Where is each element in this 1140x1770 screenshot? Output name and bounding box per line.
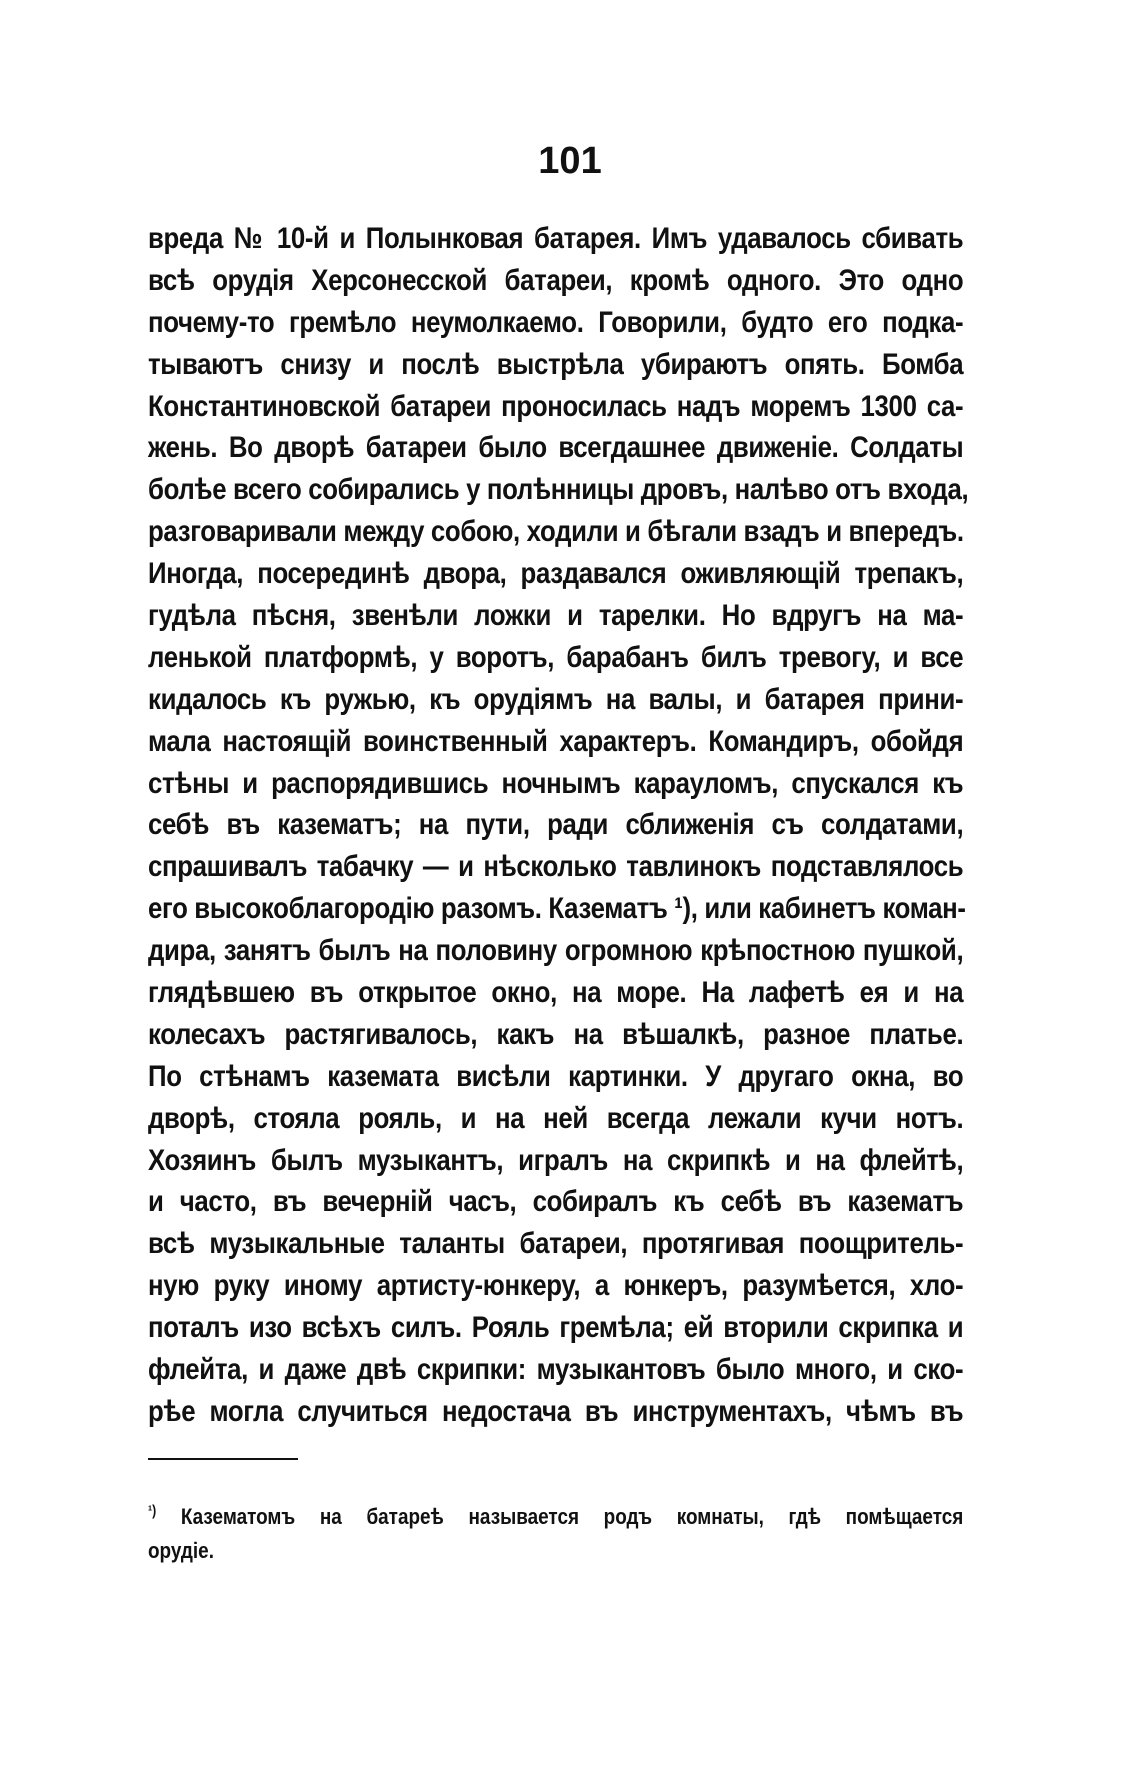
text-line: и часто, въ вечерній часъ, собиралъ къ себѣ въ казематъ [148,1185,964,1219]
text-line: Иногда, посерединѣ двора, раздавался оживляющій трепакъ, [148,557,964,591]
text-line: Хозяинъ былъ музыкантъ, игралъ на скрипкѣ и на флейтѣ, [148,1143,964,1177]
text-line: глядѣвшею въ открытое окно, на море. На лафетѣ ея и на [148,976,964,1010]
text-line: дира, занятъ былъ на половину огромною крѣпостною пушкой, [148,934,964,968]
text-line: мала настоящій воинственный характеръ. Командиръ, обойдя [148,724,964,758]
text-line: флейта, и даже двѣ скрипки: музыкантовъ было много, и ско- [148,1353,964,1387]
footnote-divider [148,1458,298,1460]
text-line: стѣны и распорядившись ночнымъ карауломъ, спускался къ [148,766,964,800]
text-line: вреда № 10-й и Полынковая батарея. Имъ удавалось сбивать [148,222,964,255]
text-line: почему-то гремѣло неумолкаемо. Говорили, будто его подка- [148,305,964,339]
text-line: Константиновской батареи проносилась надъ моремъ 1300 са- [148,389,964,423]
body-text [148,218,969,1433]
text-line: разговаривали между собою, ходили и бѣгали взадъ и впередъ. [148,515,964,549]
text-line: его высокоблагородію разомъ. Казематъ ¹), или кабинетъ коман- [148,892,966,926]
text-line: гудѣла пѣсня, звенѣли ложки и тарелки. Но вдругъ на ма- [148,599,964,633]
footnote-line [148,1500,963,1534]
text-line: кидалось къ ружью, къ орудіямъ на валы, и батарея прини- [148,682,964,716]
footnote [148,1500,964,1568]
text-line: По стѣнамъ каземата висѣли картинки. У другаго окна, во [148,1059,964,1093]
text-line: себѣ въ казематъ; на пути, ради сближенія съ солдатами, [148,808,964,842]
text-line: спрашивалъ табачку — и нѣсколько тавлинокъ подставлялось [148,850,964,884]
text-line: всѣ музыкальные таланты батареи, протягивая поощритель- [148,1227,964,1261]
text-line: дворѣ, стояла рояль, и на ней всегда лежали кучи нотъ. [148,1101,964,1135]
footnote-marker: ¹) [148,1503,157,1520]
text-line: жень. Во дворѣ батареи было всегдашнее движеніе. Солдаты [148,431,964,465]
text-line: тываютъ снизу и послѣ выстрѣла убираютъ опять. Бомба [148,347,964,381]
text-line: колесахъ растягивалось, какъ на вѣшалкѣ, разное платье. [148,1017,964,1051]
text-line: рѣе могла случиться недостача въ инструментахъ, чѣмъ въ [148,1394,964,1428]
text-line: болѣе всего собирались у полѣнницы дровъ, налѣво отъ входа, [148,473,969,507]
text-line: ную руку иному артисту-юнкеру, а юнкеръ, разумѣется, хло- [148,1269,964,1303]
footnote-text: Казематомъ на батареѣ называется родъ комнаты, гдѣ помѣщается [180,1504,964,1529]
page-number: 101 [538,140,602,182]
text-line: всѣ орудія Херсонесской батареи, кромѣ одного. Это одно [148,263,964,297]
text-line: поталъ изо всѣхъ силъ. Рояль гремѣла; ей вторили скрипка и [148,1311,964,1345]
footnote-line: орудіе. [148,1538,214,1563]
text-line: ленькой платформѣ, у воротъ, барабанъ билъ тревогу, и все [148,640,964,674]
